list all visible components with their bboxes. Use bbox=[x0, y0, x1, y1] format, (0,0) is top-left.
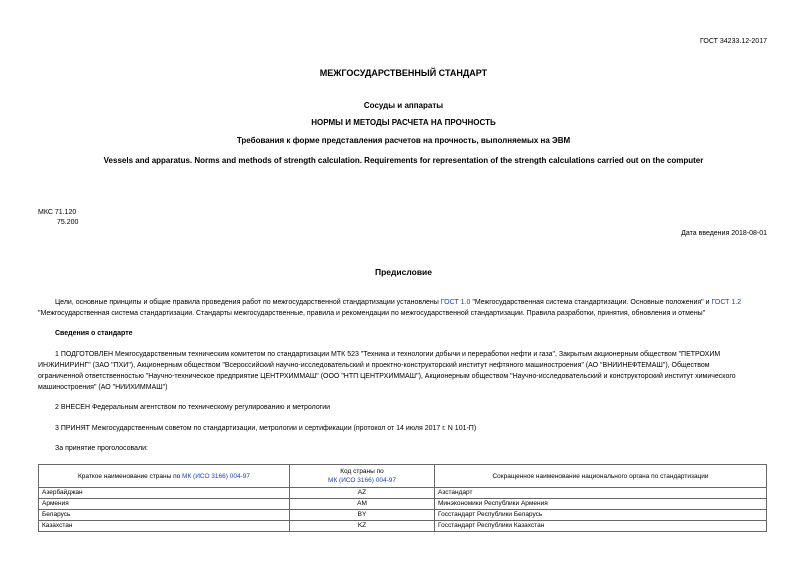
code-cell: AZ bbox=[290, 488, 435, 499]
about-standard-title: Сведения о стандарте bbox=[55, 330, 133, 337]
mk-iso-link[interactable]: МК (ИСО 3166) 004-97 bbox=[182, 472, 250, 480]
foreword-paragraph-line2: "Межгосударственная система стандартизации. Стандарты межгосударственные, правила и рекомендации по межгосударственной стандартизации. Правила разработки, принятия, обновления и отмены" bbox=[38, 310, 706, 317]
body-cell: Госстандарт Республики Казахстан bbox=[435, 521, 767, 532]
table-row bbox=[39, 499, 767, 510]
foreword-text-b: "Межгосударственная система стандартизации. Основные положения" и bbox=[470, 299, 712, 306]
voting-table bbox=[38, 464, 767, 532]
foreword-title: Предисловие bbox=[374, 267, 433, 277]
item1-line3: ограниченной ответственностью "Научно-техническое предприятие ЦЕНТРХИММАШ" (ООО "НТП ЦЕНТРХИММАШ"), Акционерным обществом "Научно-исследовательский и конструкторский институт химического bbox=[38, 373, 736, 380]
item1-line1: 1 ПОДГОТОВЛЕН Межгосударственным техническим комитетом по стандартизации МТК 523 "Техника и технологии добычи и переработки нефти и газа", Закрытым акционерным обществом "ПЕТРОХИМ bbox=[55, 351, 721, 358]
voted-label: За принятие проголосовали: bbox=[55, 445, 148, 452]
table-row bbox=[39, 521, 767, 532]
document-header: МЕЖГОСУДАРСТВЕННЫЙ СТАНДАРТ bbox=[319, 68, 488, 78]
foreword-text-a: Цели, основные принципы и общие правила проведения работ по межгосударственной стандартизации установлены bbox=[55, 299, 441, 306]
gost-1-2-link[interactable]: ГОСТ 1.2 bbox=[711, 299, 742, 306]
header-body: Сокращенное наименование национального органа по стандартизации bbox=[435, 465, 767, 488]
country-cell: Беларусь bbox=[39, 510, 290, 521]
title-ru-1: Сосуды и аппараты bbox=[363, 101, 444, 110]
item1-line4: машиностроения" (АО "НИИХИММАШ") bbox=[38, 384, 168, 391]
code-cell: KZ bbox=[290, 521, 435, 532]
header-country-text: Краткое наименование страны по bbox=[78, 472, 183, 480]
table-header-row bbox=[39, 465, 767, 488]
table-row bbox=[39, 488, 767, 499]
item2: 2 ВНЕСЕН Федеральным агентством по техническому регулированию и метрологии bbox=[55, 404, 331, 411]
code-cell: AM bbox=[290, 499, 435, 510]
body-cell: Минэкономики Республики Армения bbox=[435, 499, 767, 510]
header-code-text: Код страны по bbox=[340, 468, 384, 475]
title-ru-3: Требования к форме представления расчетов на прочность, выполняемых на ЭВМ bbox=[236, 136, 571, 145]
item1-line2: ИНЖИНИРИНГ" (ЗАО "ПХИ"), Акционерным обществом "Всероссийский научно-исследовательский и проектно-конструкторский институт нефтяного машиностроения" (АО "ВНИИНЕФТЕМАШ"), Обществом bbox=[38, 362, 710, 369]
code-cell: BY bbox=[290, 510, 435, 521]
title-ru-2: НОРМЫ И МЕТОДЫ РАСЧЕТА НА ПРОЧНОСТЬ bbox=[311, 118, 496, 127]
table-row bbox=[39, 510, 767, 521]
body-cell: Азстандарт bbox=[435, 488, 767, 499]
mk-iso-link-2[interactable]: МК (ИСО 3166) 004-97 bbox=[328, 477, 396, 484]
item3: 3 ПРИНЯТ Межгосударственным советом по стандартизации, метрологии и сертификации (протокол от 14 июля 2017 г. N 101-П) bbox=[55, 425, 477, 432]
mks-code-1: МКС 71.120 bbox=[38, 209, 77, 216]
country-cell: Казахстан bbox=[39, 521, 290, 532]
header-country bbox=[39, 465, 290, 488]
body-cell: Госстандарт Республики Беларусь bbox=[435, 510, 767, 521]
country-cell: Армения bbox=[39, 499, 290, 510]
title-en: Vessels and apparatus. Norms and methods of strength calculation. Requirements for representation of the strength calculations carried out on the computer bbox=[103, 156, 704, 165]
country-cell: Азербайджан bbox=[39, 488, 290, 499]
introduction-date: Дата введения 2018-08-01 bbox=[681, 230, 767, 237]
mks-code-2: 75.200 bbox=[57, 219, 79, 226]
foreword-paragraph bbox=[55, 297, 767, 308]
gost-1-0-link[interactable]: ГОСТ 1.0 bbox=[440, 299, 471, 306]
header-code bbox=[290, 465, 435, 488]
document-code: ГОСТ 34233.12-2017 bbox=[700, 38, 767, 45]
